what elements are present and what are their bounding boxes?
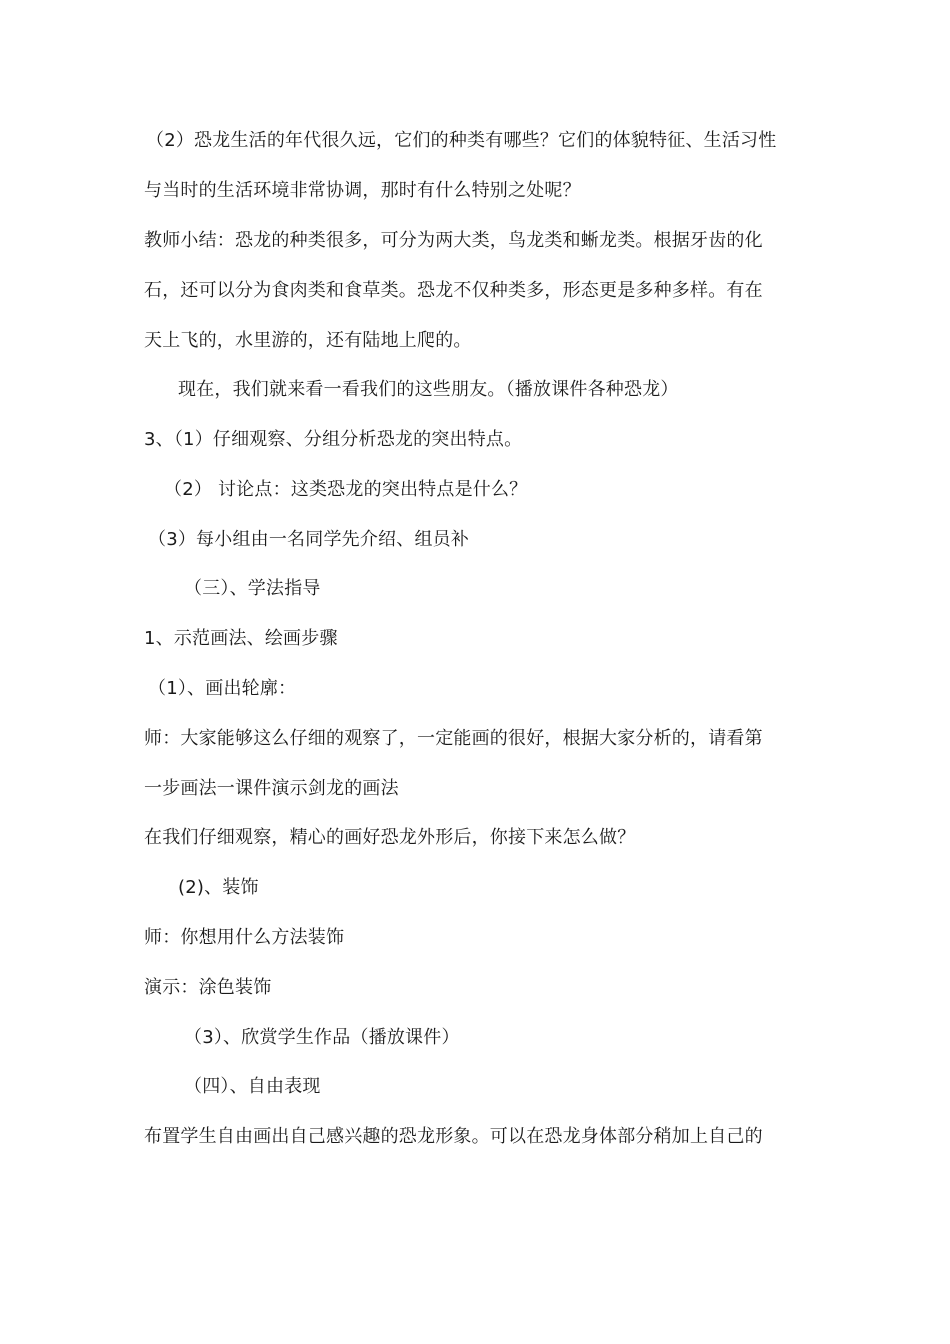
paragraph-line: 布置学生自由画出自己感兴趣的恐龙形象。可以在恐龙身体部分稍加上自己的 bbox=[144, 1126, 763, 1147]
paragraph-line: （1）、画出轮廓： bbox=[148, 678, 297, 699]
section-heading: （四）、自由表现 bbox=[184, 1076, 321, 1097]
paragraph-line: 现在，我们就来看一看我们的这些朋友。（播放课件各种恐龙） bbox=[178, 379, 679, 400]
section-heading: （三）、学法指导 bbox=[184, 578, 321, 599]
paragraph-line: 师：你想用什么方法装饰 bbox=[144, 927, 345, 948]
paragraph-line: 1、示范画法、绘画步骤 bbox=[144, 628, 338, 649]
paragraph-line: （2） 讨论点：这类恐龙的突出特点是什么？ bbox=[164, 479, 528, 500]
paragraph-line: （3）每小组由一名同学先介绍、组员补 bbox=[148, 529, 470, 550]
paragraph-line: （2）恐龙生活的年代很久远，它们的种类有哪些？它们的体貌特征、生活习性 bbox=[146, 130, 777, 151]
paragraph-line: 教师小结：恐龙的种类很多，可分为两大类，鸟龙类和蜥龙类。根据牙齿的化 bbox=[144, 230, 763, 251]
paragraph-line: 与当时的生活环境非常协调，那时有什么特别之处呢？ bbox=[144, 180, 581, 201]
paragraph-line: 在我们仔细观察，精心的画好恐龙外形后，你接下来怎么做？ bbox=[144, 827, 636, 848]
paragraph-line: 演示：涂色装饰 bbox=[144, 977, 272, 998]
paragraph-line: 天上飞的，水里游的，还有陆地上爬的。 bbox=[144, 330, 472, 351]
paragraph-line: 石，还可以分为食肉类和食草类。恐龙不仅种类多，形态更是多种多样。有在 bbox=[144, 280, 763, 301]
paragraph-line: （3）、欣赏学生作品（播放课件） bbox=[184, 1027, 460, 1048]
paragraph-line: (2)、装饰 bbox=[178, 877, 259, 898]
paragraph-line: 3、（1）仔细观察、分组分析恐龙的突出特点。 bbox=[144, 429, 523, 450]
paragraph-line: 师：大家能够这么仔细的观察了，一定能画的很好，根据大家分析的，请看第 bbox=[144, 728, 763, 749]
paragraph-line: 一步画法一课件演示剑龙的画法 bbox=[144, 778, 399, 799]
